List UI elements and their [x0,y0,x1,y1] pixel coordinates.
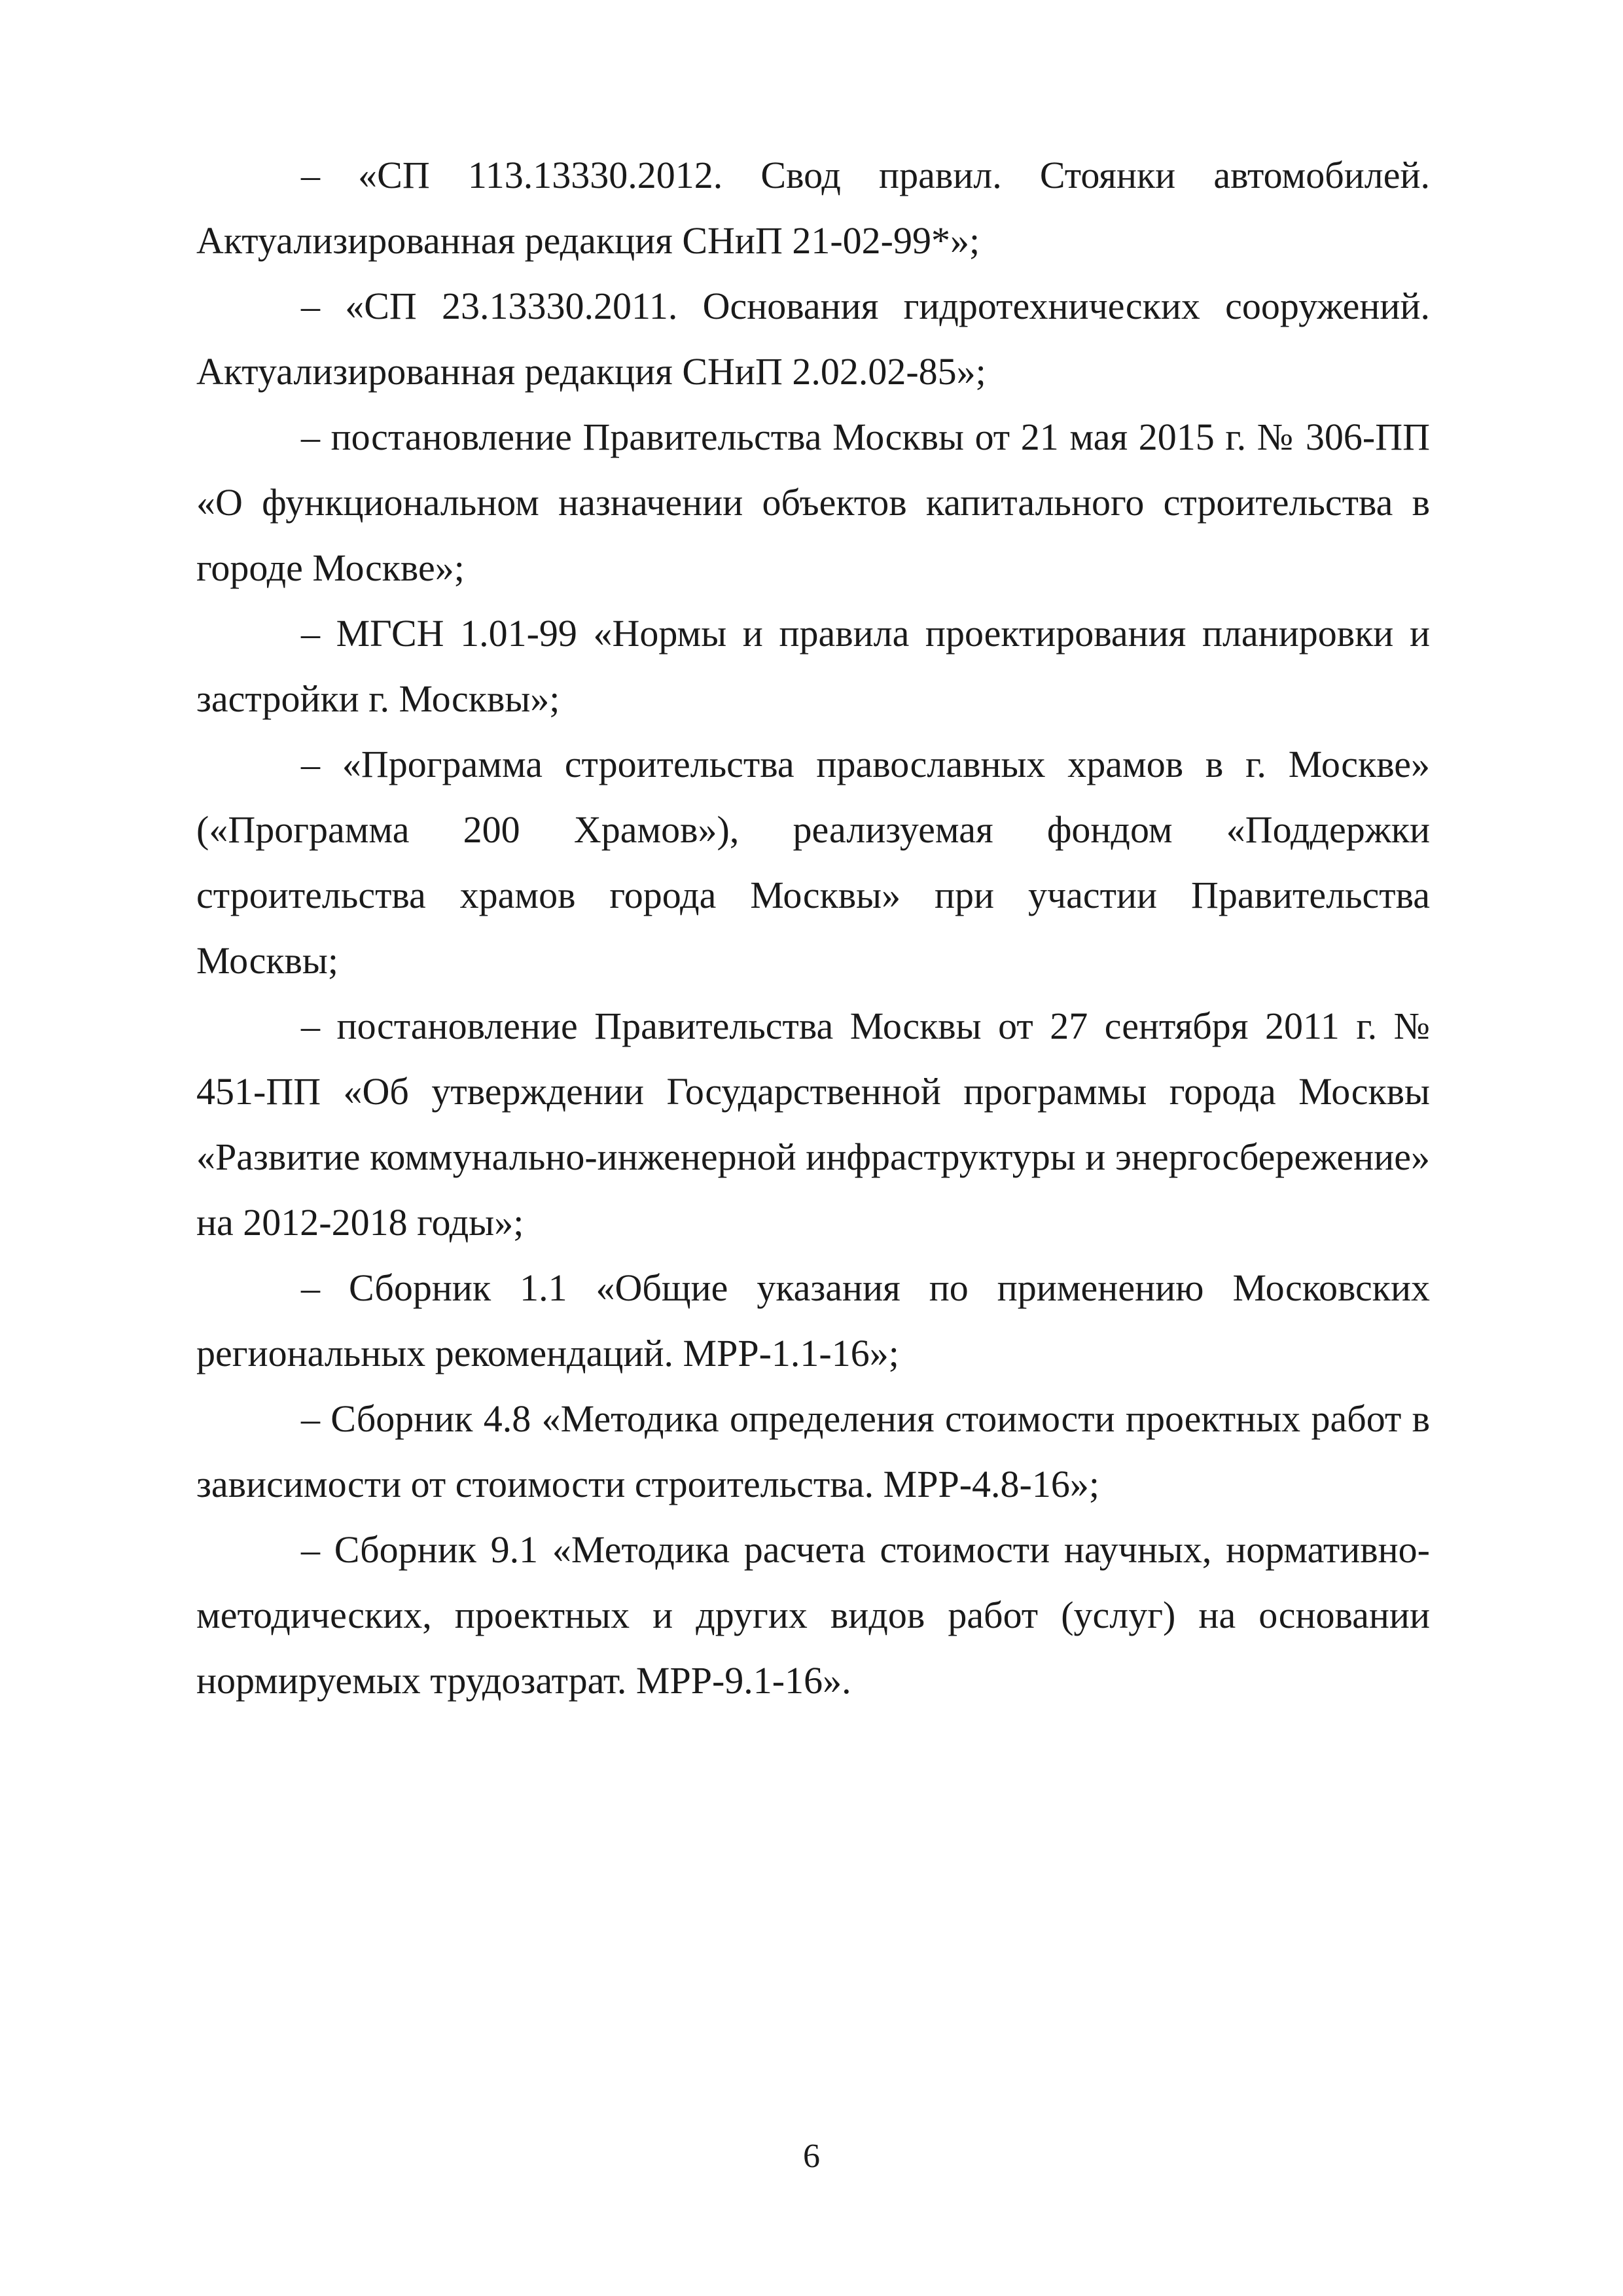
list-item-decree-451: – постановление Правительства Москвы от 27 сентября 2011 г. № 451-ПП «Об утверждении Государственной программы города Москвы «Развитие коммунально-инженерной инфраструктуры и энергосбережение» на 2012-2018 годы»; [196,1005,1430,1244]
list-item-sp-113: – «СП 113.13330.2012. Свод правил. Стоянки автомобилей. Актуализированная редакция СНиП 21-02-99*»; [196,154,1430,262]
list-item-church-program: – «Программа строительства православных храмов в г. Москве» («Программа 200 Храмов»), реализуемая фондом «Поддержки строительства храмов города Москвы» при участии Правительства Москвы; [196,743,1430,982]
list-item-collection-9-1: – Сборник 9.1 «Методика расчета стоимости научных, нормативно-методических, проектных и других видов работ (услуг) на основании нормируемых трудозатрат. МРР-9.1-16». [196,1528,1430,1702]
list-item-collection-4-8: – Сборник 4.8 «Методика определения стоимости проектных работ в зависимости от стоимости строительства. МРР-4.8-16»; [196,1397,1430,1505]
list-item-decree-306: – постановление Правительства Москвы от 21 мая 2015 г. № 306-ПП «О функциональном назначении объектов капитального строительства в городе Москве»; [196,416,1430,589]
document-body [196,143,1430,1713]
list-item-collection-1-1: – Сборник 1.1 «Общие указания по применению Московских региональных рекомендаций. МРР-1.1-16»; [196,1266,1430,1374]
list-item-sp-23: – «СП 23.13330.2011. Основания гидротехнических сооружений. Актуализированная редакция СНиП 2.02.02-85»; [196,285,1430,393]
list-item-mgsn: – МГСН 1.01-99 «Нормы и правила проектирования планировки и застройки г. Москвы»; [196,612,1430,720]
page-number: 6 [803,2138,820,2175]
